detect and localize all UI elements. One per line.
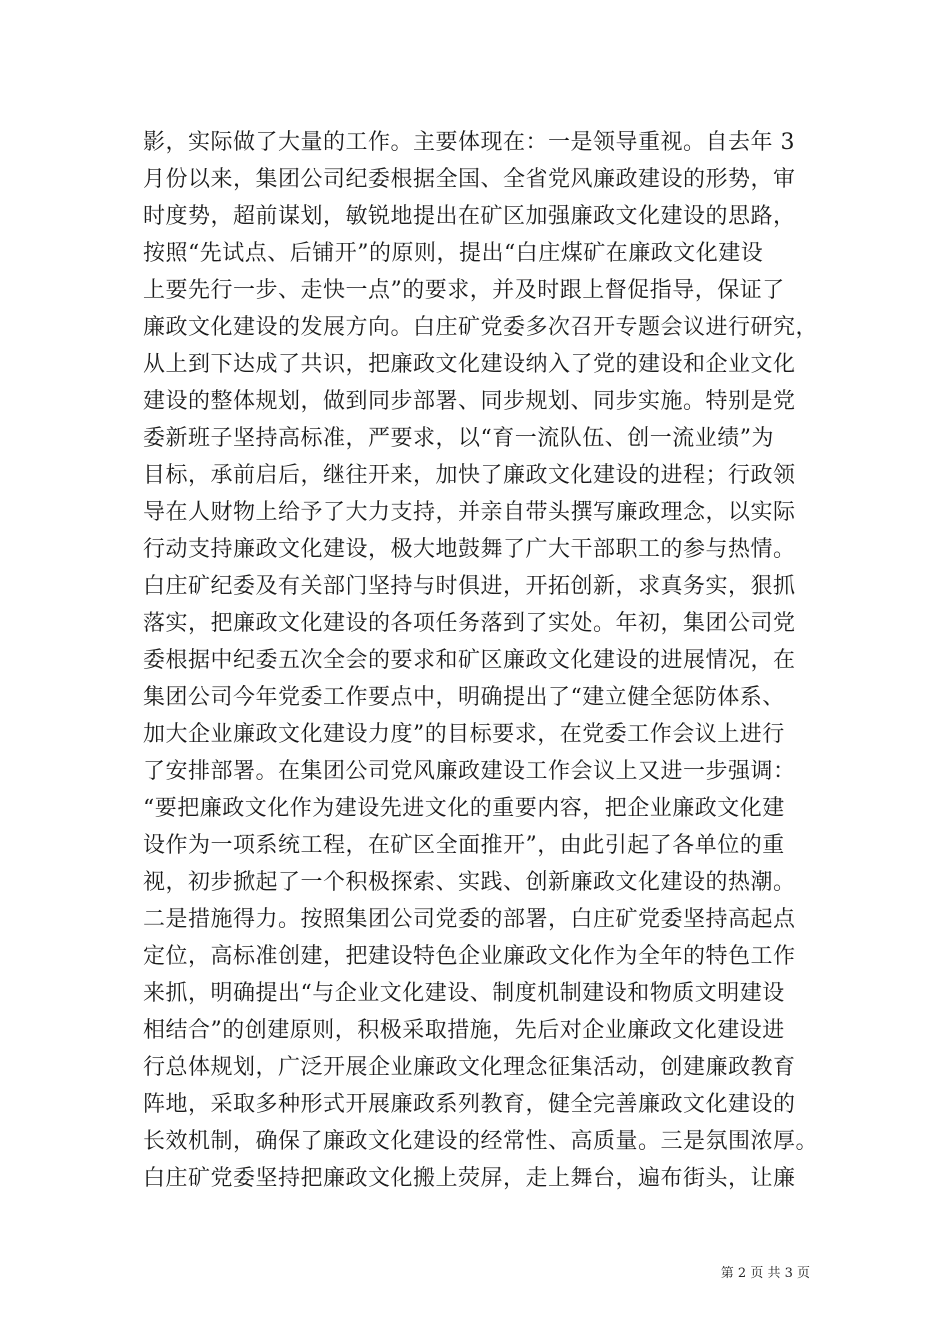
text-line: 从上到下达成了共识，把廉政文化建设纳入了党的建设和企业文化 — [143, 352, 796, 377]
text-line: 行动支持廉政文化建设，极大地鼓舞了广大干部职工的参与热情。 — [143, 537, 796, 562]
text-line: 月份以来，集团公司纪委根据全国、全省党风廉政建设的形势，审 — [143, 167, 796, 192]
text-line: 长效机制，确保了廉政文化建设的经常性、高质量。三是氛围浓厚。 — [143, 1129, 819, 1154]
text-line: 设作为一项系统工程，在矿区全面推开”，由此引起了各单位的重 — [143, 833, 785, 858]
text-line: 相结合”的创建原则，积极采取措施，先后对企业廉政文化建设进 — [143, 1018, 785, 1043]
text-line: “要把廉政文化作为建设先进文化的重要内容，把企业廉政文化建 — [143, 796, 785, 821]
text-line: 视，初步掀起了一个积极探索、实践、创新廉政文化建设的热潮。 — [143, 870, 796, 895]
text-line: 行总体规划，广泛开展企业廉政文化理念征集活动，创建廉政教育 — [143, 1055, 796, 1080]
text-line: 上要先行一步、走快一点”的要求，并及时跟上督促指导，保证了 — [143, 278, 785, 303]
text-line: 二是措施得力。按照集团公司党委的部署，白庄矿党委坚持高起点 — [143, 907, 796, 932]
page-number: 第 2 页 共 3 页 — [720, 1266, 810, 1281]
text-line: 了安排部署。在集团公司党风廉政建设工作会议上又进一步强调： — [143, 759, 796, 784]
text-line: 委新班子坚持高标准，严要求，以“育一流队伍、创一流业绩”为 — [143, 426, 774, 451]
text-line: 时度势，超前谋划，敏锐地提出在矿区加强廉政文化建设的思路， — [143, 204, 796, 229]
text-line: 按照“先试点、后铺开”的原则，提出“白庄煤矿在廉政文化建设 — [143, 241, 764, 266]
text-line: 廉政文化建设的发展方向。白庄矿党委多次召开专题会议进行研究， — [143, 315, 819, 340]
text-line: 定位，高标准创建，把建设特色企业廉政文化作为全年的特色工作 — [143, 944, 796, 969]
text-line: 加大企业廉政文化建设力度”的目标要求，在党委工作会议上进行 — [143, 722, 785, 747]
text-line: 集团公司今年党委工作要点中，明确提出了“建立健全惩防体系、 — [143, 685, 785, 710]
body-text — [143, 124, 823, 1197]
text-line: 目标，承前启后，继往开来，加快了廉政文化建设的进程；行政领 — [143, 463, 796, 488]
text-line: 影，实际做了大量的工作。主要体现在：一是领导重视。自去年 3 — [143, 130, 795, 155]
text-line: 导在人财物上给予了大力支持，并亲自带头撰写廉政理念，以实际 — [143, 500, 796, 525]
text-line: 来抓，明确提出“与企业文化建设、制度机制建设和物质文明建设 — [143, 981, 785, 1006]
text-line: 建设的整体规划，做到同步部署、同步规划、同步实施。特别是党 — [143, 389, 796, 414]
text-line: 阵地，采取多种形式开展廉政系列教育，健全完善廉政文化建设的 — [143, 1092, 796, 1117]
text-line: 白庄矿党委坚持把廉政文化搬上荧屏，走上舞台，遍布街头，让廉 — [143, 1166, 796, 1191]
text-line: 委根据中纪委五次全会的要求和矿区廉政文化建设的进展情况，在 — [143, 648, 796, 673]
text-line: 白庄矿纪委及有关部门坚持与时俱进，开拓创新，求真务实，狠抓 — [143, 574, 796, 599]
text-line: 落实，把廉政文化建设的各项任务落到了实处。年初，集团公司党 — [143, 611, 796, 636]
